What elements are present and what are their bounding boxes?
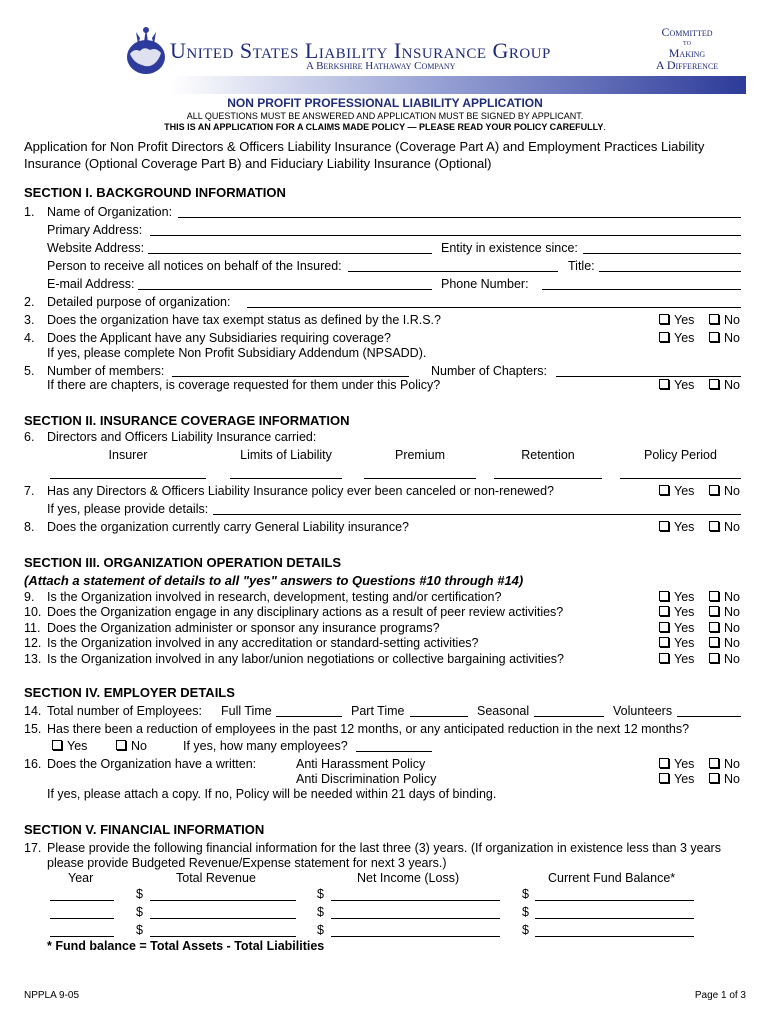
no-label: No [724,520,740,534]
q7-details-field[interactable] [213,514,741,515]
dollar-sign: $ [522,905,529,919]
slogan [640,26,734,71]
q8-yes[interactable] [659,520,694,535]
q16-label: Does the Organization have a written: [47,757,257,771]
checkbox-icon [709,773,719,783]
purpose-field[interactable] [247,307,741,308]
checkbox-icon [659,653,669,663]
checkbox-icon [52,740,62,750]
checkbox-icon [659,606,669,616]
q1-number: 1. [24,205,35,219]
how-many-label: If yes, how many employees? [183,739,348,753]
intro-line-1: Application for Non Profit Directors & Officers Liability Insurance (Coverage Part A) and Employment Practices Liability [24,139,705,154]
q9-yes[interactable] [659,590,694,605]
fund-balance-field[interactable] [535,900,694,901]
dollar-sign: $ [136,923,143,937]
yes-label: Yes [674,520,695,534]
website-label: Website Address: [47,241,145,255]
q10-no[interactable] [709,605,740,620]
full-time-label: Full Time [221,704,272,718]
dollar-sign: $ [317,923,324,937]
q15-no[interactable] [116,739,147,754]
col-policy-period: Policy Period [644,448,717,462]
checkbox-icon [659,637,669,647]
slogan-line-4: A Difference [655,58,719,72]
primary-address-label: Primary Address: [47,223,143,237]
revenue-field[interactable] [150,936,296,937]
q2-number: 2. [24,295,35,309]
checkbox-icon [709,622,719,632]
yes-label: Yes [674,652,695,666]
q13-yes[interactable] [659,652,694,667]
harassment-yes[interactable] [659,757,694,772]
yes-label: Yes [674,757,695,771]
yes-label: Yes [674,590,695,604]
chapters-label: Number of Chapters: [431,364,548,378]
q2-label: Detailed purpose of organization: [47,295,231,309]
q5-no[interactable] [709,378,740,393]
slogan-line-1: Committed [661,25,713,39]
q15-number: 15. [24,722,42,736]
q8-label: Does the organization currently carry General Liability insurance? [47,520,409,534]
section-1-heading: SECTION I. BACKGROUND INFORMATION [24,185,286,200]
checkbox-icon [659,758,669,768]
no-label: No [724,484,740,498]
q6-number: 6. [24,430,35,444]
yes-label: Yes [674,636,695,650]
no-label: No [724,636,740,650]
q1-label: Name of Organization: [47,205,173,219]
phone-label: Phone Number: [441,277,529,291]
q12-number: 12. [24,636,42,650]
q14-label: Total number of Employees: [47,704,202,718]
yes-label: Yes [674,331,695,345]
q13-number: 13. [24,652,42,666]
q7-details-label: If yes, please provide details: [47,502,209,516]
q17-number: 17. [24,841,42,855]
q11-number: 11. [24,621,41,635]
col-total-revenue: Total Revenue [176,871,256,885]
q10-label: Does the Organization engage in any disciplinary actions as a result of peer review activities? [47,605,564,619]
part-time-label: Part Time [351,704,405,718]
yes-label: Yes [674,605,695,619]
col-insurer: Insurer [108,448,148,462]
q4-label: Does the Applicant have any Subsidiaries requiring coverage? [47,331,391,345]
q4-yes[interactable] [659,331,694,346]
form-id: NPPLA 9-05 [24,990,80,1001]
limits-field[interactable] [230,478,342,479]
col-fund-balance: Current Fund Balance* [548,871,676,885]
section-5-heading: SECTION V. FINANCIAL INFORMATION [24,822,265,837]
retention-field[interactable] [494,478,602,479]
form-title: NON PROFIT PROFESSIONAL LIABILITY APPLICATION [227,96,543,110]
checkbox-icon [659,332,669,342]
q5-chapters-question: If there are chapters, is coverage requested for them under this Policy? [47,378,441,392]
q3-label: Does the organization have tax exempt status as defined by the I.R.S.? [47,313,441,327]
col-premium: Premium [394,448,445,462]
seasonal-label: Seasonal [477,704,530,718]
email-field[interactable] [138,289,432,290]
checkbox-icon [709,606,719,616]
q13-label: Is the Organization involved in any labor/union negotiations or collective bargaining activities? [47,652,564,666]
part-time-field[interactable] [410,716,468,717]
net-income-field[interactable] [331,918,500,919]
checkbox-icon [709,485,719,495]
harassment-no[interactable] [709,757,740,772]
company-logo [124,24,168,76]
subsidiary-name: A Berkshire Hathaway Company [306,60,456,72]
volunteers-field[interactable] [677,716,741,717]
q6-label: Directors and Officers Liability Insurance carried: [47,430,317,444]
anti-discrimination-label: Anti Discrimination Policy [296,772,437,786]
q9-label: Is the Organization involved in research, development, testing and/or certification? [47,590,502,604]
dollar-sign: $ [317,887,324,901]
q9-no[interactable] [709,590,740,605]
volunteers-label: Volunteers [613,704,673,718]
section-3-attach-note: (Attach a statement of details to all "yes" answers to Questions #10 through #14) [24,573,524,588]
header-rule [170,76,746,94]
title-field[interactable] [599,271,741,272]
q16-instruction: If yes, please attach a copy. If no, Policy will be needed within 21 days of binding. [47,787,497,801]
no-label: No [724,605,740,619]
q7-no[interactable] [709,484,740,499]
q5-label: Number of members: [47,364,165,378]
checkbox-icon [709,591,719,601]
no-label: No [724,621,740,635]
org-name-field[interactable] [178,217,741,218]
slogan-line-3: Making [668,46,706,60]
dollar-sign: $ [522,923,529,937]
q10-yes[interactable] [659,605,694,620]
year-field[interactable] [50,918,114,919]
q17-label: Please provide the following financial information for the last three (3) years. (If organization in existence less than 3 years [47,841,721,855]
col-limits: Limits of Liability [240,448,332,462]
q11-no[interactable] [709,621,740,636]
net-income-field[interactable] [331,936,500,937]
no-label: No [724,378,740,392]
discrimination-yes[interactable] [659,772,694,787]
q10-number: 10. [24,605,42,619]
q15-label: Has there been a reduction of employees in the past 12 months, or any anticipated reduction in the next 12 months? [47,722,690,736]
q17-label-2: please provide Budgeted Revenue/Expense statement for next 3 years.) [47,856,447,870]
section-2-heading: SECTION II. INSURANCE COVERAGE INFORMATION [24,413,350,428]
checkbox-icon [709,758,719,768]
full-time-field[interactable] [276,716,342,717]
q3-number: 3. [24,313,35,327]
slogan-line-2: to [683,38,691,47]
existence-label: Entity in existence since: [441,241,578,255]
yes-label: Yes [674,378,695,392]
no-label: No [724,313,740,327]
q9-number: 9. [24,590,35,604]
year-field[interactable] [50,900,114,901]
premium-field[interactable] [364,478,476,479]
dollar-sign: $ [136,887,143,901]
checkbox-icon [659,622,669,632]
q8-no[interactable] [709,520,740,535]
q7-label: Has any Directors & Officers Liability Insurance policy ever been canceled or non-renewed? [47,484,554,498]
no-label: No [724,652,740,666]
policy-period-field[interactable] [620,478,741,479]
q4-number: 4. [24,331,35,345]
net-income-field[interactable] [331,900,500,901]
form-note-2 [0,122,770,132]
yes-label: Yes [674,484,695,498]
fund-balance-footnote: * Fund balance = Total Assets - Total Liabilities [47,939,325,953]
checkbox-icon [709,653,719,663]
checkbox-icon [709,314,719,324]
section-4-heading: SECTION IV. EMPLOYER DETAILS [24,685,235,700]
no-label: No [724,590,740,604]
dollar-sign: $ [317,905,324,919]
q7-yes[interactable] [659,484,694,499]
q3-no[interactable] [709,313,740,328]
q11-yes[interactable] [659,621,694,636]
checkbox-icon [709,379,719,389]
no-label: No [724,757,740,771]
primary-address-field[interactable] [150,235,741,236]
checkbox-icon [659,314,669,324]
q15-yes[interactable] [52,739,87,754]
q12-no[interactable] [709,636,740,651]
notice-person-field[interactable] [348,271,558,272]
checkbox-icon [709,637,719,647]
website-field[interactable] [148,253,432,254]
q5-number: 5. [24,364,35,378]
fund-balance-field[interactable] [535,918,694,919]
title-label: Title: [568,259,595,273]
checkbox-icon [659,591,669,601]
q4-no[interactable] [709,331,740,346]
no-label: No [724,772,740,786]
yes-label: Yes [67,739,88,753]
q16-number: 16. [24,757,42,771]
chapters-field[interactable] [556,376,741,377]
section-3-heading: SECTION III. ORGANIZATION OPERATION DETAILS [24,555,342,570]
page-number: Page 1 of 3 [694,990,746,1001]
checkbox-icon [659,521,669,531]
q3-yes[interactable] [659,313,694,328]
year-field[interactable] [50,936,114,937]
form-note-2-text: THIS IS AN APPLICATION FOR A CLAIMS MADE POLICY — PLEASE READ YOUR POLICY CAREFULLY [164,122,604,132]
checkbox-icon [659,485,669,495]
q12-label: Is the Organization involved in any accreditation or standard-setting activities? [47,636,479,650]
q8-number: 8. [24,520,35,534]
yes-label: Yes [674,313,695,327]
phone-field[interactable] [542,289,741,290]
q11-label: Does the Organization administer or sponsor any insurance programs? [47,621,440,635]
revenue-field[interactable] [150,918,296,919]
no-label: No [724,331,740,345]
dollar-sign: $ [136,905,143,919]
checkbox-icon [659,773,669,783]
intro-line-2: Insurance (Optional Coverage Part B) and Fiduciary Liability Insurance (Optional) [24,156,492,171]
col-net-income: Net Income (Loss) [357,871,460,885]
dollar-sign: $ [522,887,529,901]
yes-label: Yes [674,621,695,635]
email-label: E-mail Address: [47,277,135,291]
q14-number: 14. [24,704,42,718]
q7-number: 7. [24,484,35,498]
q13-no[interactable] [709,652,740,667]
company-name: United States Liability Insurance Group [170,38,551,63]
discrimination-no[interactable] [709,772,740,787]
checkbox-icon [116,740,126,750]
q12-yes[interactable] [659,636,694,651]
q5-yes[interactable] [659,378,694,393]
insurer-field[interactable] [50,478,206,479]
how-many-field[interactable] [356,751,432,752]
checkbox-icon [709,332,719,342]
checkbox-icon [709,521,719,531]
existence-field[interactable] [583,253,741,254]
fund-balance-field[interactable] [535,936,694,937]
members-field[interactable] [172,376,409,377]
form-note-2-period: . [603,122,606,132]
checkbox-icon [659,379,669,389]
form-note-1: ALL QUESTIONS MUST BE ANSWERED AND APPLICATION MUST BE SIGNED BY APPLICANT. [186,111,584,121]
seasonal-field[interactable] [534,716,604,717]
yes-label: Yes [674,772,695,786]
anti-harassment-label: Anti Harassment Policy [296,757,426,771]
no-label: No [131,739,147,753]
q4-instruction: If yes, please complete Non Profit Subsidiary Addendum (NPSADD). [47,346,427,360]
revenue-field[interactable] [150,900,296,901]
notice-person-label: Person to receive all notices on behalf of the Insured: [47,259,342,273]
col-year: Year [68,871,94,885]
col-retention: Retention [521,448,575,462]
